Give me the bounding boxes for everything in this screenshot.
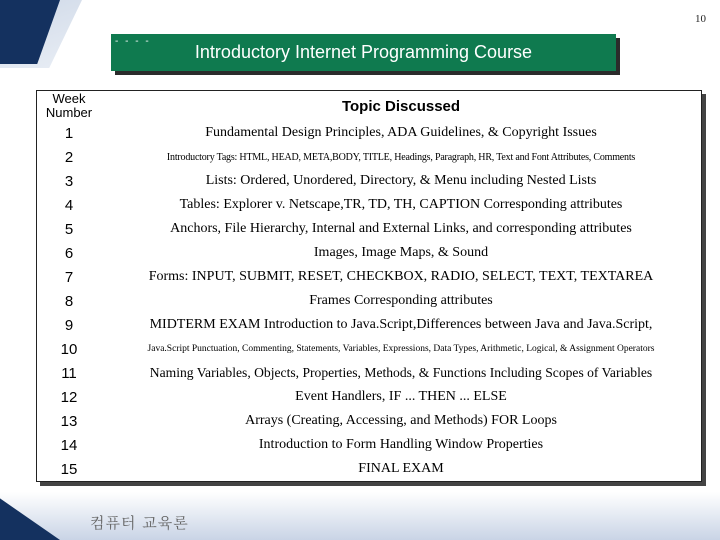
table-row bbox=[37, 313, 702, 337]
topic-cell: Fundamental Design Principles, ADA Guidelines, & Copyright Issues bbox=[205, 125, 597, 140]
topic-cell: Lists: Ordered, Unordered, Directory, & Menu including Nested Lists bbox=[205, 173, 597, 188]
footer-label: 컴퓨터 교육론 bbox=[90, 514, 189, 532]
table-row bbox=[37, 457, 702, 482]
week-cell: 10 bbox=[60, 340, 78, 358]
table-row bbox=[37, 433, 702, 457]
topic-cell: Images, Image Maps, & Sound bbox=[313, 245, 489, 260]
week-cell: 1 bbox=[64, 124, 74, 142]
week-cell: 8 bbox=[64, 292, 74, 310]
week-cell: 15 bbox=[60, 460, 78, 478]
topic-cell: FINAL EXAM bbox=[358, 461, 444, 476]
slide-title: Introductory Internet Programming Course bbox=[194, 42, 533, 62]
table-row bbox=[37, 241, 702, 265]
topic-cell: MIDTERM EXAM Introduction to Java.Script,Differences between Java and Java.Script, bbox=[149, 317, 653, 332]
week-cell: 9 bbox=[64, 316, 74, 334]
week-cell: 3 bbox=[64, 172, 74, 190]
table-row bbox=[37, 289, 702, 313]
week-number-header: Week Number bbox=[45, 91, 93, 120]
week-cell: 5 bbox=[64, 220, 74, 238]
table-row bbox=[37, 217, 702, 241]
topic-cell: Anchors, File Hierarchy, Internal and External Links, and corresponding attributes bbox=[170, 221, 632, 236]
week-cell: 2 bbox=[64, 148, 74, 166]
table-row bbox=[37, 193, 702, 217]
title-dots: - - - - bbox=[115, 36, 151, 47]
page-number: 10 bbox=[695, 13, 706, 25]
table-row bbox=[37, 145, 702, 169]
topic-header: Topic Discussed bbox=[341, 97, 461, 115]
week-cell: 14 bbox=[60, 436, 78, 454]
table-header-row bbox=[37, 91, 702, 122]
week-cell: 11 bbox=[61, 364, 77, 382]
topic-cell: Forms: INPUT, SUBMIT, RESET, CHECKBOX, RADIO, SELECT, TEXT, TEXTAREA bbox=[148, 269, 654, 284]
table-row bbox=[37, 385, 702, 409]
week-cell: 7 bbox=[64, 268, 74, 286]
week-cell: 6 bbox=[64, 244, 74, 262]
week-cell: 4 bbox=[64, 196, 74, 214]
topic-cell: Frames Corresponding attributes bbox=[309, 293, 493, 308]
table-row bbox=[37, 409, 702, 433]
title-banner bbox=[111, 34, 616, 71]
topic-cell: Java.Script Punctuation, Commenting, Statements, Variables, Expressions, Data Types, Arithmetic, Logical, & Assignment Operators bbox=[147, 343, 655, 354]
course-schedule-table bbox=[36, 90, 702, 482]
week-cell: 12 bbox=[60, 388, 78, 406]
table-row bbox=[37, 361, 702, 385]
table-row bbox=[37, 337, 702, 361]
week-cell: 13 bbox=[60, 412, 78, 430]
table-row bbox=[37, 169, 702, 193]
table-row bbox=[37, 265, 702, 289]
topic-cell: Introductory Tags: HTML, HEAD, META,BODY, TITLE, Headings, Paragraph, HR, Text and Font Attributes, Comments bbox=[166, 151, 636, 163]
topic-cell: Introduction to Form Handling Window Properties bbox=[258, 437, 544, 452]
topic-cell: Arrays (Creating, Accessing, and Methods) FOR Loops bbox=[245, 413, 557, 428]
topic-cell: Tables: Explorer v. Netscape,TR, TD, TH, CAPTION Corresponding attributes bbox=[179, 197, 623, 212]
topic-cell: Event Handlers, IF ... THEN ... ELSE bbox=[295, 389, 507, 404]
topic-cell: Naming Variables, Objects, Properties, Methods, & Functions Including Scopes of Variables bbox=[149, 365, 653, 380]
table-row bbox=[37, 121, 702, 145]
